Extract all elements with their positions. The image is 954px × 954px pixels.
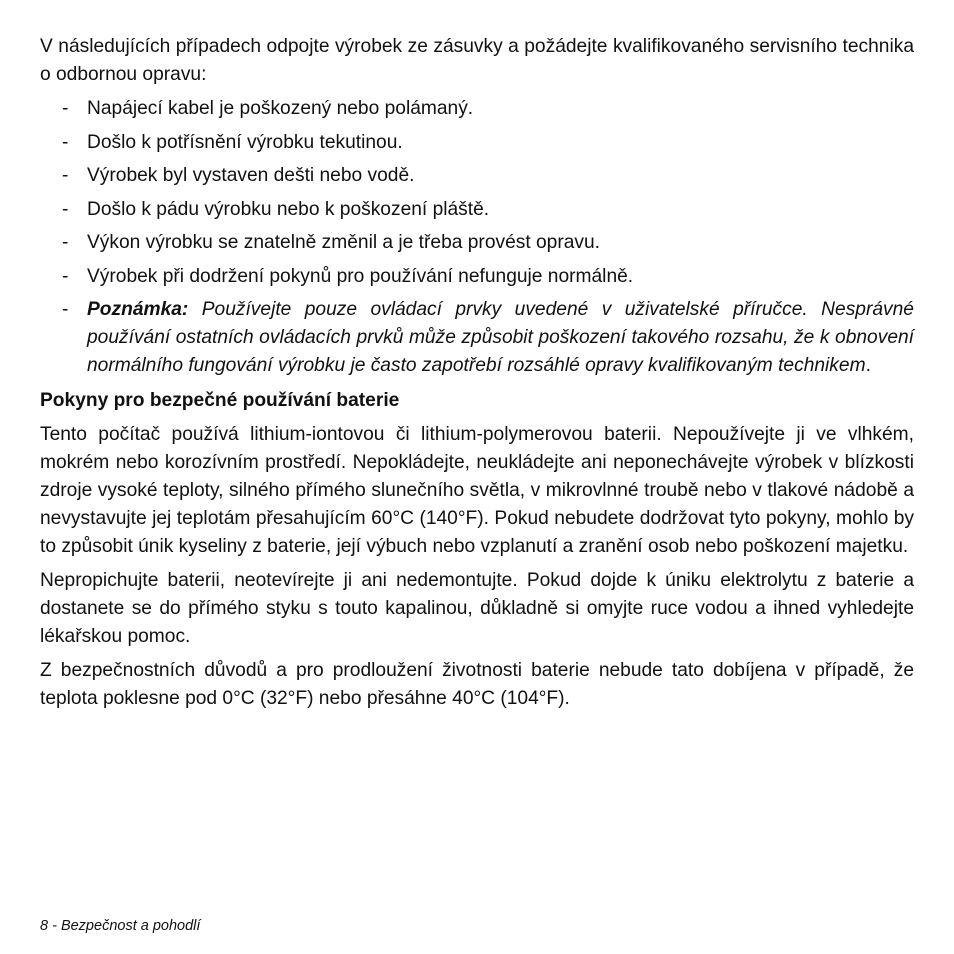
list-item [40,129,914,157]
bullet-dash: - [62,98,69,119]
note-label: Poznámka: [87,299,189,320]
list-item-text: Došlo k potřísnění výrobku tekutinou. [87,131,403,153]
battery-paragraph-2: Nepropichujte baterii, neotevírejte ji ani nedemontujte. Pokud dojde k úniku elektrolytu z baterie a dostanete se do přímého styku s touto kapalinou, důkladně si omyjte ruce vodou a ihned vyhledejte lékařskou pomoc. [40,570,914,647]
list-item [40,229,914,257]
bullet-dash: - [62,232,69,253]
note-end: . [865,355,871,376]
bullet-dash: - [62,165,69,186]
list-item [40,263,914,291]
battery-heading: Pokyny pro bezpečné používání baterie [40,390,400,411]
note-item [40,296,914,380]
list-item-text: Výrobek byl vystaven dešti nebo vodě. [87,165,415,186]
bullet-dash: - [62,131,69,153]
bullet-dash: - [62,198,69,220]
list-item-text: Napájecí kabel je poškozený nebo polámaný. [87,98,474,119]
note-text-block [87,296,914,380]
list-item-text: Výrobek při dodržení pokynů pro používání nefunguje normálně. [87,265,634,287]
list-item [40,95,914,123]
intro-paragraph: V následujících případech odpojte výrobek ze zásuvky a požádejte kvalifikovaného servisního technika o odbornou opravu: [40,36,914,85]
note-text: Používejte pouze ovládací prvky uvedené v uživatelské příručce. Nesprávné používání ostatních ovládacích prvků může způsobit poškození takového rozsahu, že k obnovení normálního fungování výrobku je často zapotřebí rozsáhlé opravy kvalifikovaným technikem [87,299,914,376]
bullet-dash: - [62,265,69,287]
battery-paragraph-3: Z bezpečnostních důvodů a pro prodloužení životnosti baterie nebude tato dobíjena v případě, že teplota poklesne pod 0°C (32°F) nebo přesáhne 40°C (104°F). [40,660,914,709]
list-item-text: Došlo k pádu výrobku nebo k poškození pláště. [87,198,490,220]
bullet-list [40,95,914,380]
list-item [40,162,914,190]
bullet-dash: - [62,299,69,320]
list-item-text: Výkon výrobku se znatelně změnil a je třeba provést opravu. [87,232,601,253]
document-page [40,33,914,719]
list-item [40,196,914,224]
battery-paragraph-1: Tento počítač používá lithium-iontovou či lithium-polymerovou baterii. Nepoužívejte ji ve vlhkém, mokrém nebo korozívním prostředí. Nepokládejte, neukládejte ani neponechávejte výrobek v blízkosti zdroje vysoké teploty, silného přímého slunečního světla, v mikrovlnné troubě nebo v tlakové nádobě a nevystavujte jej teplotám přesahujícím 60°C (140°F). Pokud nebudete dodržovat tyto pokyny, mohlo by to způsobit únik kyseliny z baterie, její výbuch nebo vzplanutí a zranění osob nebo poškození majetku. [40,424,914,557]
page-footer: 8 - Bezpečnost a pohodlí [40,918,201,934]
